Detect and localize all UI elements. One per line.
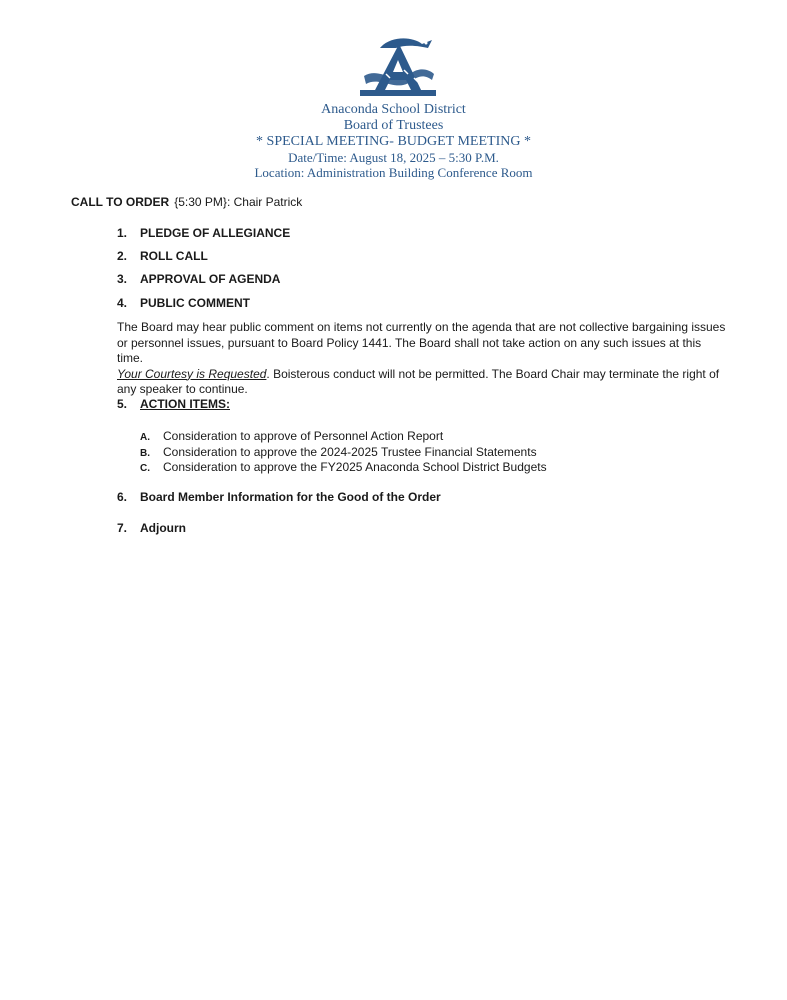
agenda-item-label: PUBLIC COMMENT (140, 296, 250, 310)
public-comment-text-1: The Board may hear public comment on items not currently on the agenda that are not collective bargaining issues or personnel issues, pursuant to Board Policy 1441. The Board shall not take action on any such issues at this time. (117, 320, 726, 365)
agenda-item-number: 3. (117, 272, 128, 286)
public-comment-text-2: . Boisterous conduct will not be permitted. The Board Chair may terminate the right of any speaker to continue. (117, 366, 720, 396)
courtesy-notice: Your Courtesy is Requested (117, 366, 267, 381)
agenda-item-label: Adjourn (140, 521, 186, 535)
agenda-item-label: Board Member Information for the Good of the Order (140, 490, 441, 504)
agenda-item-5 (117, 397, 230, 411)
action-item-a (140, 429, 443, 443)
agenda-item-number: 4. (117, 296, 128, 310)
agenda-item-number: 1. (117, 226, 128, 240)
meeting-title: * SPECIAL MEETING- BUDGET MEETING * (256, 134, 531, 149)
action-item-text: Consideration to approve of Personnel Action Report (163, 429, 444, 443)
action-item-b (140, 445, 537, 459)
agenda-item-1 (117, 226, 290, 240)
action-item-text: Consideration to approve the FY2025 Anaconda School District Budgets (163, 460, 547, 474)
agenda-item-4 (117, 296, 250, 310)
agenda-item-3 (117, 272, 280, 286)
action-item-letter: C. (140, 463, 150, 474)
action-item-letter: A. (140, 432, 150, 443)
call-to-order-detail: {5:30 PM}: Chair Patrick (174, 195, 303, 209)
agenda-item-label: ACTION ITEMS: (140, 397, 230, 411)
board-name: Board of Trustees (343, 118, 444, 133)
action-item-text: Consideration to approve the 2024-2025 Trustee Financial Statements (163, 445, 537, 459)
call-to-order (71, 195, 302, 209)
meeting-location: Location: Administration Building Conference Room (254, 165, 533, 180)
public-comment-text (117, 320, 727, 398)
district-name: Anaconda School District (321, 102, 466, 117)
agenda-item-number: 5. (117, 397, 128, 411)
agenda-item-number: 2. (117, 249, 128, 263)
agenda-item-7 (117, 521, 186, 535)
agenda-item-label: APPROVAL OF AGENDA (140, 272, 281, 286)
agenda-item-6 (117, 490, 441, 504)
agenda-item-label: PLEDGE OF ALLEGIANCE (140, 226, 291, 240)
anaconda-snake-a-logo (360, 34, 436, 98)
action-item-c (140, 460, 547, 474)
call-to-order-label: CALL TO ORDER (71, 195, 170, 209)
meeting-datetime: Date/Time: August 18, 2025 – 5:30 P.M. (288, 150, 499, 165)
agenda-item-label: ROLL CALL (140, 249, 208, 263)
agenda-item-number: 7. (117, 521, 128, 535)
agenda-item-2 (117, 249, 208, 263)
agenda-item-number: 6. (117, 490, 128, 504)
action-item-letter: B. (140, 448, 150, 459)
